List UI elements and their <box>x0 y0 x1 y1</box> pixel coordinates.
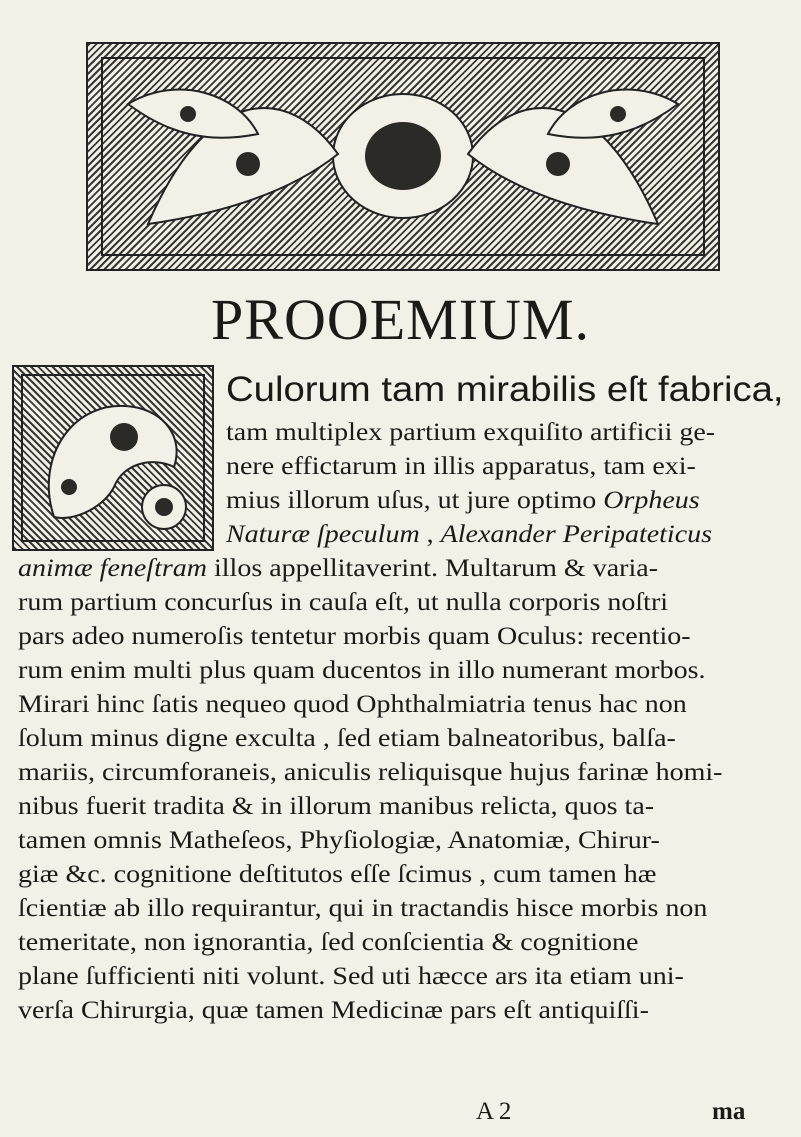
text-run: ſcientiæ ab illo requirantur, qui in tractandis hisce morbis non <box>18 895 708 922</box>
italic-run: Naturæ ſpeculum <box>226 521 420 548</box>
text-run: mariis, circumforaneis, aniculis reliquisque hujus farinæ homi- <box>18 759 723 786</box>
text-line <box>18 791 654 823</box>
text-line <box>226 451 696 483</box>
foliage-ornament-icon <box>86 42 720 271</box>
text-run: Mirari hinc ſatis nequeo quod Ophthalmiatria tenus hac non <box>18 691 687 718</box>
italic-run: animæ feneſtram <box>18 555 207 582</box>
text-run: illos appellitaverint. Multarum & varia- <box>207 555 659 582</box>
text-line <box>18 927 638 959</box>
text-run: rum enim multi plus quam ducentos in illo numerant morbos. <box>18 657 706 684</box>
text-run: giæ &c. cognitione deſtitutos eſſe ſcimus , cum tamen hæ <box>18 861 657 888</box>
text-line <box>226 485 700 517</box>
text-line <box>18 757 723 789</box>
text-run: temeritate, non ignorantia, ſed conſcientia & cognitione <box>18 929 639 956</box>
headpiece-foliage-svg <box>88 44 718 269</box>
signature-mark: A 2 <box>476 1098 512 1125</box>
text-line <box>18 995 649 1027</box>
decorated-initial-icon <box>12 365 214 551</box>
text-line <box>226 370 784 410</box>
text-line <box>226 417 715 449</box>
text-run: pars adeo numeroſis tentetur morbis quam Oculus: recentio- <box>18 623 691 650</box>
text-run: mius illorum uſus, ut jure optimo <box>226 487 604 514</box>
text-run: , <box>419 521 441 548</box>
text-run: ſolum minus digne exculta , ſed etiam balneatoribus, balſa- <box>18 725 676 752</box>
text-line <box>18 825 660 857</box>
text-run: nere effictarum in illis apparatus, tam exi- <box>226 453 696 480</box>
text-line <box>18 893 707 925</box>
text-line <box>18 859 656 891</box>
catchword: ma <box>712 1098 746 1125</box>
italic-run: Alexander Peripateticus <box>440 521 713 548</box>
initial-ornament-svg <box>14 367 212 549</box>
text-run: verſa Chirurgia, quæ tamen Medicinæ pars eſt antiquiſſi- <box>18 997 649 1024</box>
text-line <box>18 587 668 619</box>
text-line <box>18 655 705 687</box>
text-run: nibus fuerit tradita & in illorum manibus relicta, quos ta- <box>18 793 655 820</box>
text-line <box>226 519 712 551</box>
text-run: Culorum tam mirabilis eſt fabrica, <box>226 370 784 409</box>
text-run: tam multiplex partium exquiſito artificii ge- <box>226 419 716 446</box>
text-line <box>18 621 691 653</box>
text-line <box>18 723 676 755</box>
text-line <box>18 689 687 721</box>
text-line <box>18 553 658 585</box>
text-run: tamen omnis Matheſeos, Phyſiologiæ, Anatomiæ, Chirur- <box>18 827 660 854</box>
text-run: rum partium concurſus in cauſa eſt, ut nulla corporis noſtri <box>18 589 669 616</box>
text-line <box>18 961 684 993</box>
text-run: plane ſufficienti niti volunt. Sed uti hæcce ars ita etiam uni- <box>18 963 684 990</box>
italic-run: Orpheus <box>603 487 700 514</box>
page-title: PROOEMIUM. <box>211 287 590 352</box>
